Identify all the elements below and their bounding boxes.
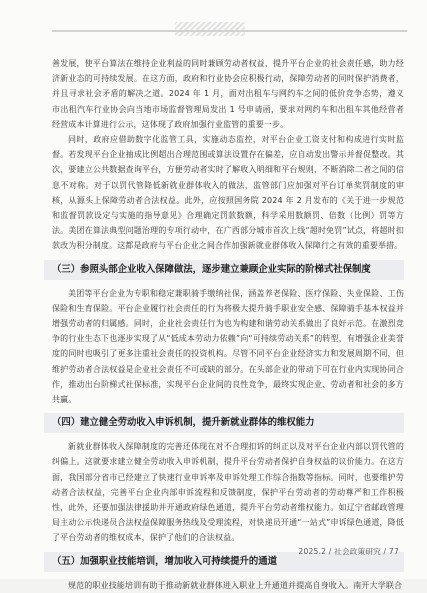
section-heading-3: （三）参照头部企业收入保障做法，逐步建立兼顾企业实际的阶梯式社保制度 (44, 260, 404, 280)
section-3-paragraph: 美团等平台企业为专职和稳定兼职骑手缴纳社保，涵盖养老保险、医疗保险、失业保险、工伤保险和生育保险。平台企业履行社会责任的行为将极大提升骑手职业安全感、保障骑手基本权益并增强劳动者的归属感。同时，企业社会责任行为也为构建和谐劳动关系做出了良好示范。在激烈竞争的行业生态下也逐步实现了从“低成本劳动力依赖”向“可持续劳动关系”的转型，有增强企业美誉度的同时也吸引了更多注重社会责任的投资机构。尽管不同平台企业经济实力和发展周期不同，但维护劳动者合法权益是企业社会责任不可或缺的部分。在头部企业的带动下可在行业内实现协同合作，推动出台阶梯式社保标准，实现平台企业间的良性竞争，最终实现企业、劳动者和社会的多方共赢。 (52, 288, 404, 405)
page-footer: 2025.2 / 社会政策研究 / 77 (298, 547, 399, 556)
paragraph-1: 善发展，使平台算法在维持企业利益的同时兼顾劳动者权益，提升平台企业的社会责任感，助力经济新业态的可持续发展。在这方面，政府和行业协会应积极行动，保障劳动者的同时保护消费者，并且寻求社会矛盾的解决之道。2024 年 1 月，面对出租车与网约车之间的低价竞争态势，遵义市出租汽车行业协会向当地市场监督管理局发出 1 号申请函，要求对网约车和出租车其他经营者经营成本计算进行公示，这体现了政府加强行业监管的重要一步。 (52, 59, 404, 129)
section-heading-5: （五）加强职业技能培训，增加收入可持续提升的通道 (44, 552, 404, 572)
section-heading-4: （四）建立健全劳动收入申诉机制，提升新就业群体的维权能力 (44, 413, 404, 433)
section-4-paragraph: 新就业群体收入保障制度的完善还体现在对不合理扣诉的纠正以及对平台企业内部以罚代管的纠偏上。这就要求建立健全劳动收入申诉机制，提升平台劳动者保护自身权益的议价能力。在这方面，我国部分省市已经建立了快速行业申诉率及申诉处理工作综合指数等指标。同时，也要维护劳动者合法权益，完善平台企业内部申诉流程和反馈制度，保护平台劳动者的劳动尊严和工作积极性，此外，还要加强法律援助并开通政府绿色通道，提升平台劳动者维权能力。如辽宁省邮政管理局主动公示快递员合法权益保障服务热线及受理流程，对快递员开通“一站式”申诉绿色通道，降低了平台劳动者的维权成本，保护了他们的合法权益。 (52, 442, 404, 543)
header-decoration (175, 22, 245, 36)
paragraph-2: 同时，政府应借助数字化监管工具，实施动态监控，对平台企业工资支付和构成进行实时监督。若发现平台企业抽成比例超出合理范围或算法设置存在偏差，应自动发出警示并督促整改。其次，要建立公共数据查询平台，方便劳动者实时了解收入明细和平台规则，不断消除二者之间的信息不对称。对于以罚代管降低新就业群体收入的做法，监管部门应加强对平台订单奖罚制度的审核，从源头上保障劳动者合法权益。此外，应按照国务院 2024 年 2 月发布的《关于进一步规范和监督罚款设定与实施的指导意见》合理确定罚款数额，科学采用数额罚、倍数（比例）罚等方法。美团在算法典型问题治理的专项行动中，在广西部分城市首次上线“超时免罚”试点，将超时扣款改为积分制度。这都是政府与平台企业之间合作加强新就业群体收入保障行之有效的重要举措。 (52, 135, 404, 251)
article-body (52, 56, 404, 593)
header-rule (52, 30, 407, 32)
section-5-paragraph: 规范的职业技能培训有助于推动新就业群体进入职业上升通道并提高自身收入。南开大学联合 (68, 580, 403, 590)
